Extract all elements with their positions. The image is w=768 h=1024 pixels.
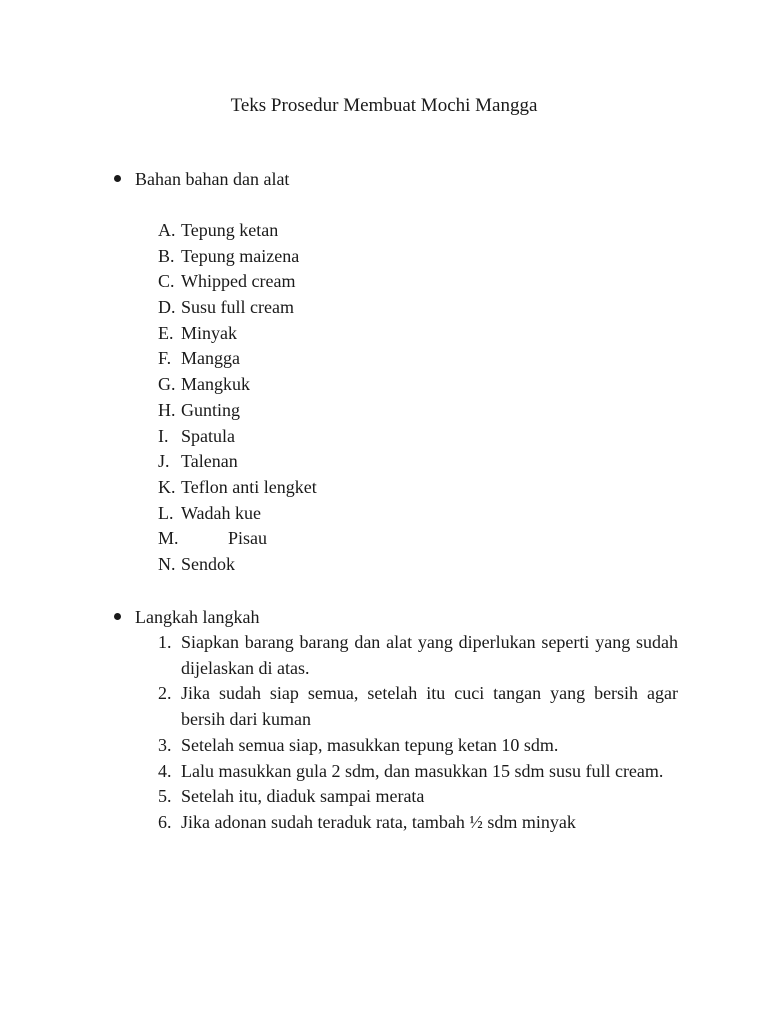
step-text: Jika adonan sudah teraduk rata, tambah ½ sdm minyak [181, 811, 576, 832]
list-item-text: Talenan [181, 451, 238, 472]
step-text: Lalu masukkan gula 2 sdm, dan masukkan 15 sdm susu full cream. [181, 760, 664, 781]
list-item-text: Whipped cream [181, 271, 296, 292]
list-item-text: Tepung ketan [181, 220, 279, 240]
step-number: 2. [158, 683, 172, 704]
step-text: Setelah semua siap, masukkan tepung ketan 10 sdm. [181, 734, 559, 755]
step-item [158, 630, 678, 681]
list-item [158, 526, 317, 552]
list-marker: N. [158, 553, 176, 574]
list-marker: G. [158, 374, 176, 395]
list-item-text: Tepung maizena [181, 245, 300, 266]
section-heading-text: Langkah langkah [135, 607, 260, 627]
list-item-text: Pisau [228, 528, 268, 549]
step-text: Jika sudah siap semua, setelah itu cuci tangan yang bersih agar bersih dari kuman [181, 683, 678, 730]
bullet-icon [114, 175, 121, 182]
step-item [158, 759, 678, 785]
list-marker: K. [158, 476, 176, 497]
list-marker: J. [158, 451, 170, 472]
list-item [158, 269, 317, 295]
list-item-text: Gunting [181, 399, 241, 420]
list-marker: A. [158, 220, 176, 240]
step-item [158, 681, 678, 732]
list-item [158, 346, 317, 372]
list-item [158, 552, 317, 578]
list-item-text: Sendok [181, 553, 235, 574]
list-item-text: Teflon anti lengket [181, 476, 317, 497]
step-number: 4. [158, 760, 172, 781]
section-heading-materials [110, 166, 690, 192]
list-marker: C. [158, 271, 175, 292]
list-item [158, 449, 317, 475]
step-item [158, 810, 678, 836]
list-item [158, 218, 317, 244]
list-item-text: Susu full cream [181, 297, 294, 318]
step-number: 1. [158, 632, 172, 652]
document-title: Teks Prosedur Membuat Mochi Mangga [230, 95, 538, 116]
step-item [158, 733, 678, 759]
step-number: 6. [158, 811, 172, 832]
bullet-icon [114, 613, 121, 620]
list-item [158, 372, 317, 398]
list-item [158, 475, 317, 501]
steps-section [110, 604, 690, 630]
list-item-text: Minyak [181, 322, 237, 343]
section-heading-text: Bahan bahan dan alat [135, 169, 290, 189]
list-marker: B. [158, 245, 175, 266]
list-marker: H. [158, 399, 176, 420]
list-marker: F. [158, 348, 172, 369]
list-marker: D. [158, 297, 176, 318]
steps-list [158, 630, 678, 836]
list-item [158, 321, 317, 347]
step-text: Siapkan barang barang dan alat yang diperlukan seperti yang sudah dijelaskan di atas. [181, 632, 678, 678]
list-marker: E. [158, 322, 174, 343]
list-marker: I. [158, 425, 169, 446]
list-item [158, 295, 317, 321]
materials-section [110, 166, 690, 192]
list-item [158, 398, 317, 424]
step-number: 3. [158, 734, 172, 755]
list-item-text: Mangkuk [181, 374, 250, 395]
list-marker: L. [158, 502, 174, 523]
section-heading-steps [110, 604, 690, 630]
step-number: 5. [158, 786, 172, 807]
step-text: Setelah itu, diaduk sampai merata [181, 786, 425, 807]
list-item [158, 424, 317, 450]
materials-list [158, 218, 317, 578]
list-item-text: Mangga [181, 348, 240, 369]
list-item-text: Wadah kue [181, 502, 262, 523]
list-marker: M. [158, 528, 179, 549]
list-item [158, 244, 317, 270]
list-item-text: Spatula [181, 425, 235, 446]
step-item [158, 784, 678, 810]
list-item [158, 501, 317, 527]
